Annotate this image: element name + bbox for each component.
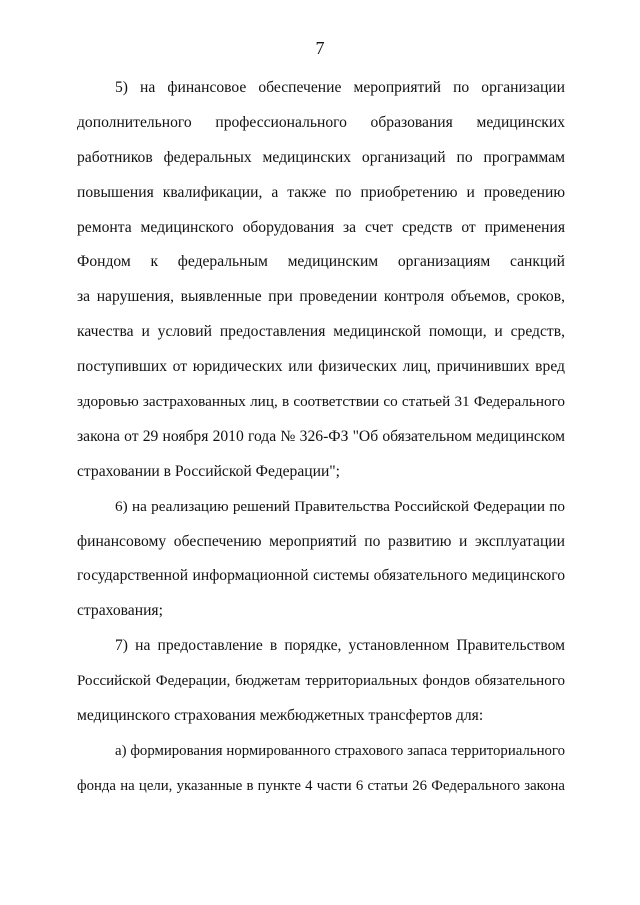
text-line: а) формирования нормированного страхового запаса территориального xyxy=(115,742,565,759)
text-line: поступивших от юридических или физических лиц, причинивших вред xyxy=(77,358,565,376)
text-line: Фондом к федеральным медицинским организациям санкций xyxy=(77,253,565,271)
text-line: Российской Федерации, бюджетам территориальных фондов обязательного xyxy=(77,673,565,690)
text-line: ремонта медицинского оборудования за счет средств от применения xyxy=(77,218,565,236)
text-line: медицинского страхования межбюджетных трансфертов для: xyxy=(77,707,484,725)
text-line: государственной информационной системы обязательного медицинского xyxy=(77,567,565,585)
text-line: повышения квалификации, а также по приобретению и проведению xyxy=(77,183,565,201)
text-line: фонда на цели, указанные в пункте 4 части 6 статьи 26 Федерального закона xyxy=(77,777,565,794)
text-line: работников федеральных медицинских организаций по программам xyxy=(77,148,565,166)
page-number: 7 xyxy=(315,38,325,58)
text-line: страхования; xyxy=(77,602,163,620)
text-line: финансовому обеспечению мероприятий по развитию и эксплуатации xyxy=(77,532,565,550)
text-line: закона от 29 ноября 2010 года № 326-ФЗ "Об обязательном медицинском xyxy=(77,427,565,445)
text-line: за нарушения, выявленные при проведении контроля объемов, сроков, xyxy=(77,288,565,306)
text-line: 6) на реализацию решений Правительства Российской Федерации по xyxy=(115,497,565,515)
text-line: качества и условий предоставления медицинской помощи, и средств, xyxy=(77,323,565,341)
text-line: страховании в Российской Федерации"; xyxy=(77,462,341,480)
text-line: дополнительного профессионального образования медицинских xyxy=(77,113,565,131)
text-line: 7) на предоставление в порядке, установленном Правительством xyxy=(115,637,565,655)
document-body xyxy=(77,74,565,807)
text-line: 5) на финансовое обеспечение мероприятий по организации xyxy=(115,79,565,96)
text-line: здоровью застрахованных лиц, в соответствии со статьей 31 Федерального xyxy=(77,393,565,411)
